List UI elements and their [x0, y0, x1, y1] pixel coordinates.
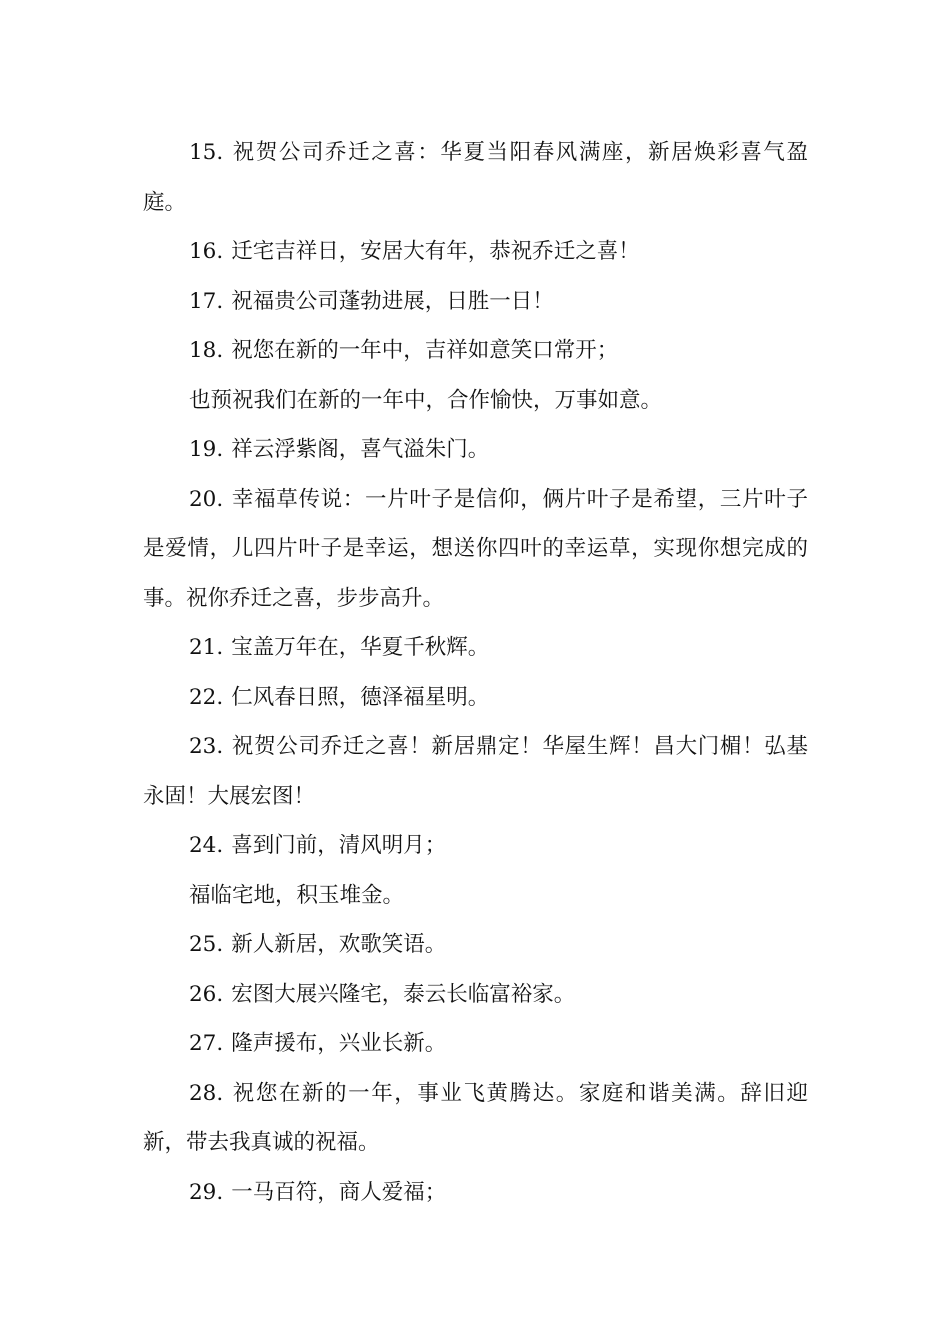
paragraph-22: [143, 673, 808, 723]
paragraph-text: 隆声援布，兴业长新。: [231, 1031, 447, 1056]
paragraph-text: 祥云浮紫阁，喜气溢朱门。: [231, 437, 490, 462]
paragraph-24-continued: [143, 871, 808, 921]
paragraph-text: 祝您在新的一年，事业飞黄腾达。家庭和谐美满。辞旧迎新，带去我真诚的祝福。: [143, 1080, 808, 1155]
paragraph-text: 幸福草传说：一片叶子是信仰，俩片叶子是希望，三片叶子是爱情，儿四片叶子是幸运，想送你四叶的幸运草，实现你想完成的事。祝你乔迁之喜，步步高升。: [143, 486, 808, 611]
paragraph-text: 喜到门前，清风明月；: [231, 833, 447, 858]
item-number: 19.: [189, 437, 224, 462]
item-number: 21.: [189, 635, 224, 660]
item-number: 15.: [189, 140, 224, 165]
item-number: 29.: [189, 1179, 224, 1205]
paragraph-24: [143, 821, 808, 871]
paragraph-29: [143, 1168, 808, 1218]
item-number: 24.: [189, 833, 224, 858]
paragraph-text: 宝盖万年在，华夏千秋辉。: [231, 635, 490, 660]
paragraph-text: 一马百符，商人爱福；: [231, 1179, 447, 1205]
paragraph-17: [143, 277, 808, 327]
item-number: 18.: [189, 338, 224, 363]
paragraph-16: [143, 227, 808, 277]
document-body: [143, 128, 808, 1217]
paragraph-20: [143, 475, 808, 624]
item-number: 17.: [189, 288, 224, 314]
paragraph-text: 祝贺公司乔迁之喜！新居鼎定！华屋生辉！昌大门楣！弘基永固！大展宏图！: [143, 734, 808, 809]
paragraph-text: 仁风春日照，德泽福星明。: [231, 684, 490, 710]
paragraph-text: 也预祝我们在新的一年中，合作愉快，万事如意。: [189, 387, 663, 413]
paragraph-text: 祝贺公司乔迁之喜：华夏当阳春风满座，新居焕彩喜气盈庭。: [143, 140, 808, 215]
paragraph-27: [143, 1019, 808, 1069]
paragraph-text: 迁宅吉祥日，安居大有年，恭祝乔迁之喜！: [231, 239, 640, 264]
item-number: 16.: [189, 239, 224, 264]
paragraph-26: [143, 970, 808, 1020]
paragraph-text: 祝福贵公司蓬勃进展，日胜一日！: [231, 288, 554, 314]
paragraph-text: 新人新居，欢歌笑语。: [231, 932, 447, 957]
paragraph-21: [143, 623, 808, 673]
paragraph-15: [143, 128, 808, 227]
paragraph-text: 祝您在新的一年中，吉祥如意笑口常开；: [231, 338, 619, 363]
item-number: 27.: [189, 1031, 224, 1056]
item-number: 20.: [189, 486, 224, 512]
paragraph-23: [143, 722, 808, 821]
item-number: 28.: [189, 1080, 224, 1106]
paragraph-18-continued: [143, 376, 808, 426]
paragraph-text: 福临宅地，积玉堆金。: [189, 882, 405, 908]
paragraph-18: [143, 326, 808, 376]
paragraph-28: [143, 1069, 808, 1168]
item-number: 26.: [189, 981, 224, 1007]
item-number: 22.: [189, 684, 224, 710]
paragraph-25: [143, 920, 808, 970]
paragraph-text: 宏图大展兴隆宅，泰云长临富裕家。: [231, 981, 576, 1007]
item-number: 25.: [189, 932, 224, 957]
paragraph-19: [143, 425, 808, 475]
item-number: 23.: [189, 734, 224, 759]
